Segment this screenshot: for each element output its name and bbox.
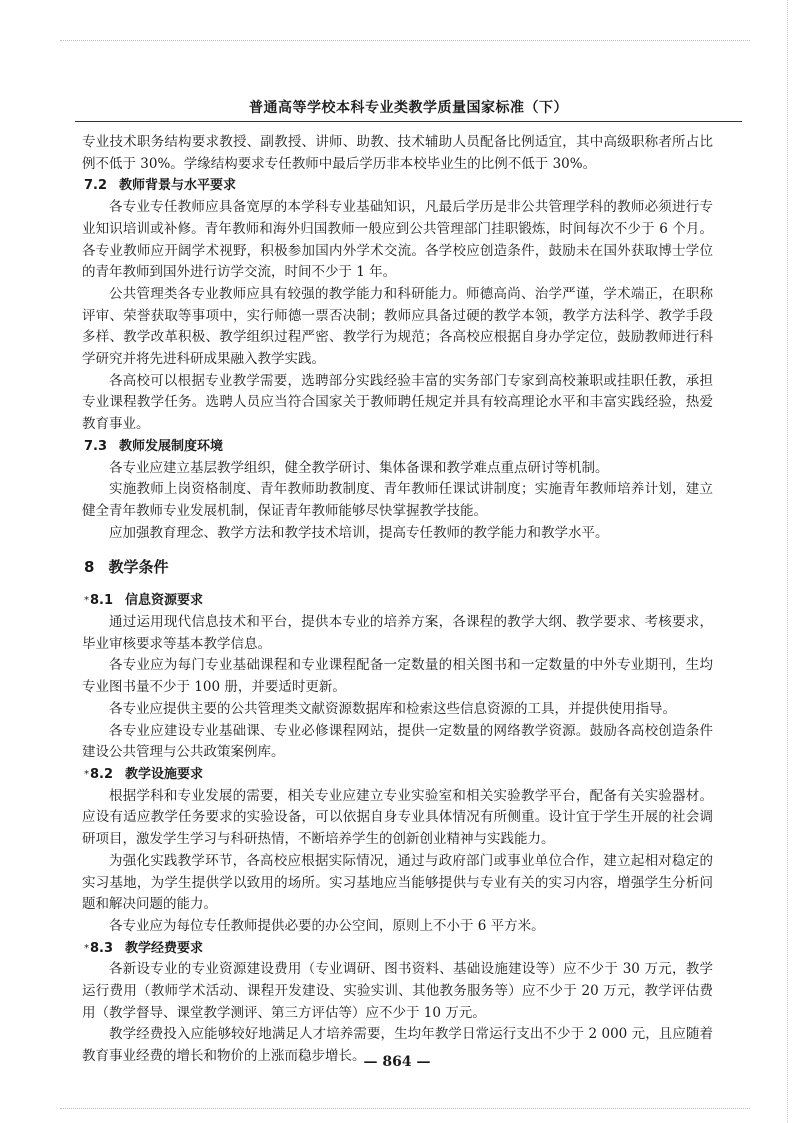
- heading-text: 教师背景与水平要求: [119, 178, 237, 194]
- paragraph: 各专业应为每位专任教师提供必要的办公空间，原则上不小于 6 平方米。: [109, 917, 545, 934]
- paragraph: 各专业应建设专业基础课、专业必修课程网站，提供一定数量的网络教学资源。鼓励各高校创造条件建设公共管理与公共政策案例库。: [82, 722, 713, 761]
- paragraph: 各专业应为每门专业基础课程和专业课程配备一定数量的相关图书和一定数量的中外专业期刊，生均专业图书量不少于 100 册，并要适时更新。: [82, 657, 713, 696]
- paragraph: 实施教师上岗资格制度、青年教师助教制度、青年教师任课试讲制度；实施青年教师培养计划，建立健全青年教师专业发展机制，保证青年教师能够尽快掌握教学技能。: [82, 481, 713, 519]
- heading-text: 教师发展制度环境: [119, 438, 224, 454]
- paragraph: 教学经费投入应能够较好地满足人才培养需要，生均年教学日常运行支出不少于 2 000 元，且应随着教育事业经费的增长和物价的上涨而稳步增长。: [82, 1026, 713, 1065]
- heading-text: 教学经费要求: [125, 940, 204, 956]
- subsection-heading: [82, 590, 713, 612]
- heading-star-mark: *: [84, 768, 89, 780]
- paragraph: 各新设专业的专业资源建设费用（专业调研、图书资料、基础设施建设等）应不少于 30 万元，教学运行费用（教师学术活动、课程开发建设、实验实训、其他教务服务等）应不少于 20 万元，教学评估费用（教学督导、课堂教学测评、第三方评估等）应不少于 10 万元。: [82, 961, 713, 1021]
- subsection-heading: [82, 436, 713, 458]
- heading-number: 8.2: [90, 766, 114, 782]
- subsection-heading: [82, 764, 713, 786]
- scan-artifact-edge: [785, 0, 788, 1123]
- heading-text: 信息资源要求: [125, 593, 204, 609]
- paragraph: 专业技术职务结构要求教授、副教授、讲师、助教、技术辅助人员配备比例适宜，其中高级职称者所占比例不低于 30%。学缘结构要求专任教师中最后学历非本校毕业生的比例不低于 30%。: [82, 134, 713, 172]
- paragraph: 为强化实践教学环节，各高校应根据实际情况，通过与政府部门或事业单位合作，建立起相对稳定的实习基地，为学生提供学以致用的场所。实习基地应当能够提供与专业有关的实习内容，增强学生分析问题和解决问题的能力。: [82, 852, 713, 913]
- heading-number: 8.3: [90, 940, 114, 956]
- paragraph: 各高校可以根据专业教学需要，选聘部分实践经验丰富的实务部门专家到高校兼职或挂职任教，承担专业课程教学任务。选聘人员应当符合国家关于教师聘任规定并具有较高理论水平和丰富实践经验，热爱教育事业。: [82, 372, 713, 433]
- section-heading: [82, 556, 713, 578]
- heading-text: 教学设施要求: [125, 766, 204, 782]
- paragraph: 各专业专任教师应具备宽厚的本学科专业基础知识，凡最后学历是非公共管理学科的教师必须进行专业知识培训或补修。青年教师和海外归国教师一般应到公共管理部门挂职锻炼，时间每次不少于 6 个月。各专业教师应开阔学术视野，积极参加国内外学术交流。各学校应创造条件，鼓励未在国外获取博士学位的青年教师到国外进行访学交流，时间不少于 1 年。: [82, 199, 713, 281]
- document-body: [82, 132, 713, 1068]
- subsection-heading: [82, 938, 713, 960]
- heading-star-mark: *: [84, 942, 89, 954]
- paragraph: 各专业应提供主要的公共管理类文献资源数据库和检索这些信息资源的工具，并提供使用指导。: [109, 700, 676, 717]
- subsection-heading: [82, 175, 713, 197]
- scan-artifact-bottom: [60, 1108, 750, 1111]
- heading-text: 教学条件: [108, 558, 169, 577]
- paragraph: 公共管理类各专业教师应具有较强的教学能力和科研能力。师德高尚、治学严谨，学术端正，在职称评审、荣誉获取等事项中，实行师德一票否决制；教师应具备过硬的教学本领，教学方法科学、教学手段多样、教学改革积极、教学组织过程严密、教学行为规范；各高校应根据自身办学定位，鼓励教师进行科学研究并将先进科研成果融入教学实践。: [82, 285, 713, 368]
- paragraph: 通过运用现代信息技术和平台，提供本专业的培养方案，各课程的教学大纲、教学要求、考核要求，毕业审核要求等基本教学信息。: [82, 614, 713, 652]
- paragraph: 根据学科和专业发展的需要，相关专业应建立专业实验室和相关实验教学平台，配备有关实验器材。应设有适应教学任务要求的实验设备，可以依据自身专业具体情况有所侧重。设计宜于学生开展的社会调研项目，激发学生学习与科研热情，不断培养学生的创新创业精神与实践能力。: [82, 787, 713, 848]
- paragraph: 应加强教育理念、教学方法和教学技术培训，提高专任教师的教学能力和教学水平。: [109, 524, 609, 541]
- heading-number: 8.1: [90, 593, 114, 609]
- scan-artifact-top: [60, 40, 750, 43]
- page-number: — 864 —: [363, 1054, 431, 1070]
- heading-number: 7.3: [84, 438, 108, 454]
- paragraph: 各专业应建立基层教学组织，健全教学研讨、集体备课和教学难点重点研讨等机制。: [109, 459, 609, 476]
- running-header: 普通高等学校本科专业类教学质量国家标准（下）: [75, 98, 742, 122]
- heading-number: 8: [84, 558, 95, 577]
- heading-number: 7.2: [84, 178, 108, 194]
- heading-star-mark: *: [84, 595, 89, 607]
